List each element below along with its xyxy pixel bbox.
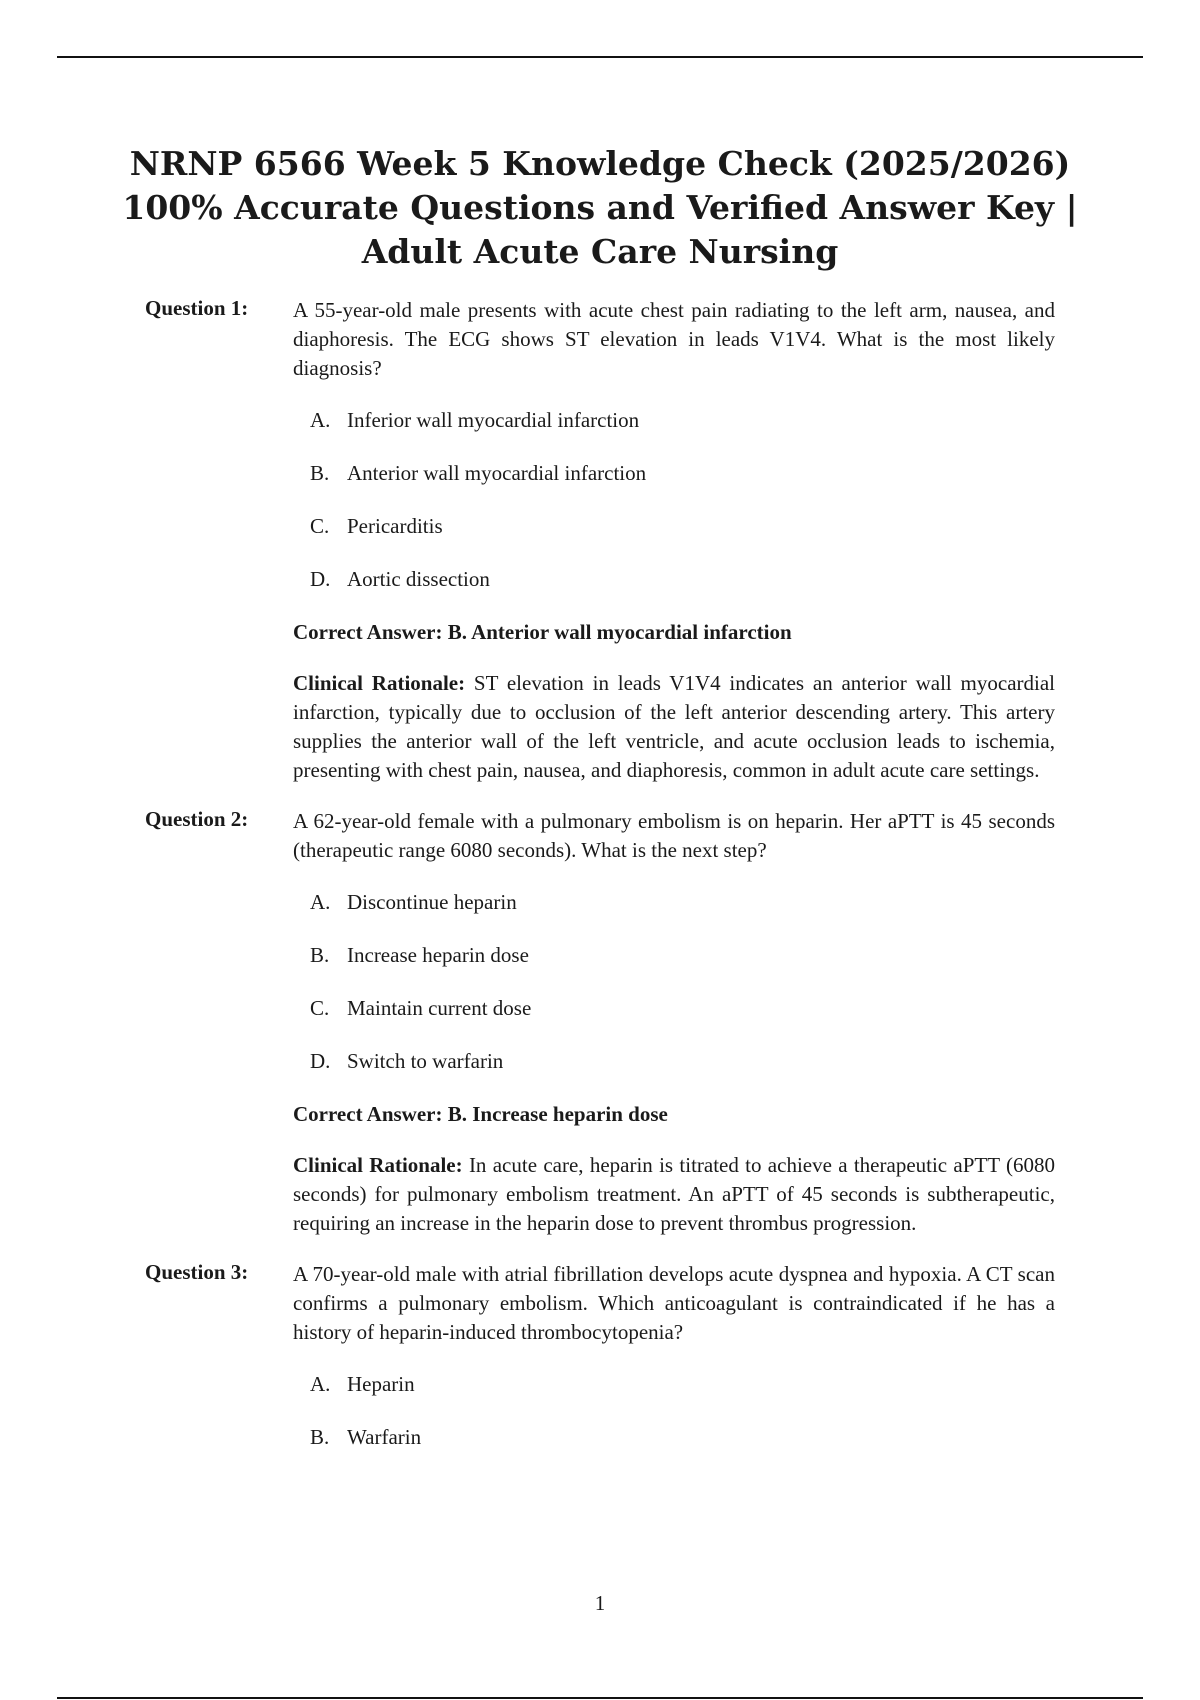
option-letter: C. xyxy=(310,514,330,538)
option-b xyxy=(310,941,1055,970)
option-text: Inferior wall myocardial infarction xyxy=(347,408,640,432)
question-list xyxy=(145,296,1055,1476)
question-block-1 xyxy=(145,296,1055,785)
option-letter: B. xyxy=(310,943,330,967)
option-letter: A. xyxy=(310,408,331,432)
question-text: A 70-year-old male with atrial fibrillation develops acute dyspnea and hypoxia. A CT scan confirms a pulmonary embolism. Which anticoagulant is contraindicated if he has a history of heparin-induced thrombocytopenia? xyxy=(293,1262,1055,1344)
question-block-2 xyxy=(145,807,1055,1238)
title-line-2: 100% Accurate Questions and Verified Answer Key | xyxy=(122,188,1078,227)
header-rule xyxy=(57,56,1143,58)
question-block-3 xyxy=(145,1260,1055,1452)
option-letter: D. xyxy=(310,1049,331,1073)
option-a xyxy=(310,888,1055,917)
option-c xyxy=(310,994,1055,1023)
title-line-1: NRNP 6566 Week 5 Knowledge Check (2025/2026) xyxy=(129,144,1071,183)
question-label: Question 3: xyxy=(145,1260,249,1284)
rationale-text: ST elevation in leads V1V4 indicates an anterior wall myocardial infarction, typically due to occlusion of the left anterior descending artery. This artery supplies the anterior wall of the left ventricle, and acute occlusion leads to ischemia, presenting with chest pain, nausea, and diaphoresis, common in adult acute care settings. xyxy=(293,671,1055,782)
option-text: Anterior wall myocardial infarction xyxy=(347,461,647,485)
document-title xyxy=(100,142,1100,274)
clinical-rationale xyxy=(293,1151,1055,1238)
rationale-label: Clinical Rationale: xyxy=(293,1153,463,1177)
question-label: Question 2: xyxy=(145,807,249,831)
option-text: Discontinue heparin xyxy=(347,890,517,914)
option-a xyxy=(310,1370,1055,1399)
option-letter: D. xyxy=(310,567,331,591)
question-label: Question 1: xyxy=(145,296,249,320)
rationale-label: Clinical Rationale: xyxy=(293,671,466,695)
option-text: Aortic dissection xyxy=(347,567,490,591)
option-text: Switch to warfarin xyxy=(347,1049,504,1073)
option-letter: C. xyxy=(310,996,330,1020)
option-b xyxy=(310,1423,1055,1452)
option-text: Warfarin xyxy=(347,1425,422,1449)
option-letter: A. xyxy=(310,890,331,914)
footer-rule xyxy=(57,1697,1143,1699)
option-c xyxy=(310,512,1055,541)
option-d xyxy=(310,565,1055,594)
option-letter: A. xyxy=(310,1372,331,1396)
title-line-3: Adult Acute Care Nursing xyxy=(361,232,839,271)
option-text: Increase heparin dose xyxy=(347,943,529,967)
option-text: Maintain current dose xyxy=(347,996,532,1020)
option-list xyxy=(310,406,1055,594)
question-text: A 55-year-old male presents with acute chest pain radiating to the left arm, nausea, and diaphoresis. The ECG shows ST elevation in leads V1V4. What is the most likely diagnosis? xyxy=(293,298,1055,380)
option-a xyxy=(310,406,1055,435)
option-text: Heparin xyxy=(347,1372,415,1396)
rationale-text: In acute care, heparin is titrated to achieve a therapeutic aPTT (6080 seconds) for pulmonary embolism treatment. An aPTT of 45 seconds is subtherapeutic, requiring an increase in the heparin dose to prevent thrombus progression. xyxy=(293,1153,1055,1235)
correct-answer: Correct Answer: B. Increase heparin dose xyxy=(293,1102,668,1126)
option-text: Pericarditis xyxy=(347,514,443,538)
option-letter: B. xyxy=(310,461,330,485)
question-text: A 62-year-old female with a pulmonary embolism is on heparin. Her aPTT is 45 seconds (therapeutic range 6080 seconds). What is the next step? xyxy=(293,809,1055,862)
option-list xyxy=(310,1370,1055,1452)
page-number: 1 xyxy=(594,1591,606,1615)
option-letter: B. xyxy=(310,1425,330,1449)
option-b xyxy=(310,459,1055,488)
clinical-rationale xyxy=(293,669,1055,785)
correct-answer: Correct Answer: B. Anterior wall myocardial infarction xyxy=(293,620,792,644)
option-d xyxy=(310,1047,1055,1076)
option-list xyxy=(310,888,1055,1076)
